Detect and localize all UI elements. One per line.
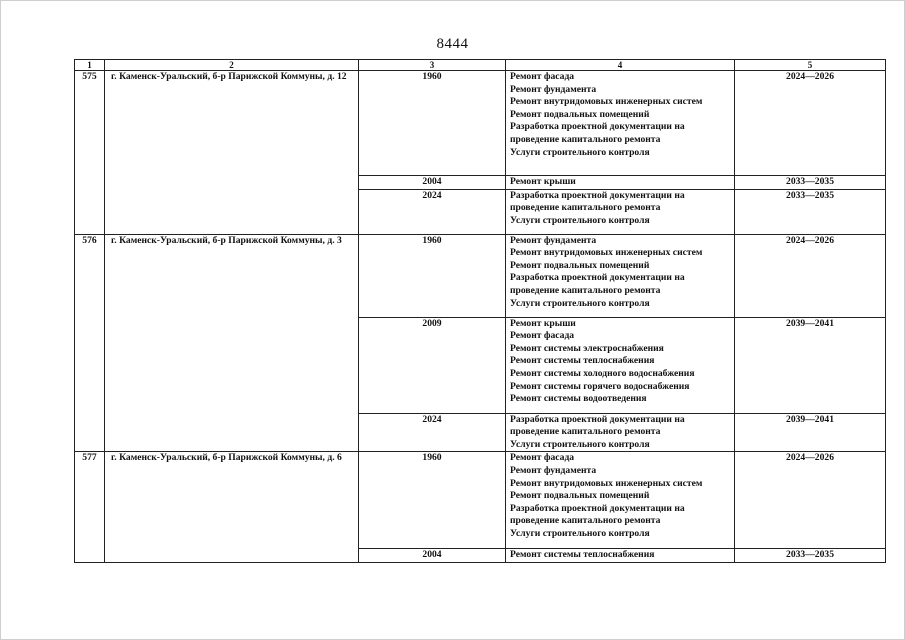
table-row (75, 71, 886, 176)
entry-address: г. Каменск-Уральский, б-р Парижской Коммуны, д. 6 (105, 452, 359, 563)
repair-period: 2039—2041 (735, 413, 886, 452)
work-item: Ремонт системы горячего водоснабжения (510, 380, 690, 392)
work-item: Ремонт фасада (510, 452, 575, 464)
column-header: 2 (105, 60, 359, 71)
repair-period: 2033—2035 (735, 549, 886, 563)
build-year: 2009 (359, 317, 506, 413)
column-header: 4 (506, 60, 735, 71)
work-item: Ремонт подвальных помещений (510, 490, 650, 502)
work-item: Услуги строительного контроля (510, 214, 650, 226)
header-row (75, 60, 886, 71)
repair-period: 2024—2026 (735, 71, 886, 176)
works-list (506, 549, 735, 563)
column-header: 5 (735, 60, 886, 71)
page-number: 8444 (436, 36, 469, 52)
repair-period: 2033—2035 (735, 176, 886, 190)
works-list (506, 317, 735, 413)
build-year: 2024 (359, 413, 506, 452)
work-item: Ремонт системы холодного водоснабжения (510, 367, 695, 379)
work-item: проведение капитального ремонта (510, 133, 661, 145)
entry-number: 576 (75, 234, 105, 452)
work-item: Ремонт подвальных помещений (510, 259, 650, 271)
works-list (506, 234, 735, 317)
work-item: Ремонт подвальных помещений (510, 108, 650, 120)
work-item: проведение капитального ремонта (510, 426, 661, 438)
build-year: 2024 (359, 189, 506, 234)
works-list (506, 452, 735, 549)
work-item: Ремонт крыши (510, 317, 576, 329)
entry-address: г. Каменск-Уральский, б-р Парижской Коммуны, д. 12 (105, 71, 359, 235)
work-item: Ремонт системы теплоснабжения (510, 549, 655, 561)
repair-period: 2033—2035 (735, 189, 886, 234)
build-year: 1960 (359, 452, 506, 549)
build-year: 2004 (359, 549, 506, 563)
column-header: 3 (359, 60, 506, 71)
work-item: Ремонт внутридомовых инженерных систем (510, 96, 703, 108)
work-item: Ремонт фундамента (510, 234, 597, 246)
work-item: Услуги строительного контроля (510, 297, 650, 309)
column-header: 1 (75, 60, 105, 71)
work-item: Разработка проектной документации на (510, 502, 685, 514)
table-row (75, 234, 886, 317)
work-item: Ремонт крыши (510, 176, 576, 187)
work-item: Ремонт фасада (510, 71, 575, 82)
build-year: 1960 (359, 234, 506, 317)
work-item: Ремонт системы водоотведения (510, 393, 647, 405)
work-item: Ремонт внутридомовых инженерных систем (510, 247, 703, 259)
work-item: Разработка проектной документации на (510, 189, 685, 201)
work-item: Ремонт фасада (510, 330, 575, 342)
entry-address: г. Каменск-Уральский, б-р Парижской Коммуны, д. 3 (105, 234, 359, 452)
work-item: Ремонт системы электроснабжения (510, 342, 664, 354)
entry-number: 575 (75, 71, 105, 235)
table-body (75, 71, 886, 563)
repair-schedule-table (74, 59, 886, 563)
entry-number: 577 (75, 452, 105, 563)
repair-period: 2024—2026 (735, 452, 886, 549)
work-item: проведение капитального ремонта (510, 202, 661, 214)
work-item: проведение капитального ремонта (510, 284, 661, 296)
works-list (506, 189, 735, 234)
work-item: Ремонт системы теплоснабжения (510, 355, 655, 367)
work-item: Разработка проектной документации на (510, 272, 685, 284)
build-year: 1960 (359, 71, 506, 176)
work-item: Ремонт фундамента (510, 83, 597, 95)
works-list (506, 413, 735, 452)
repair-period: 2024—2026 (735, 234, 886, 317)
work-item: Разработка проектной документации на (510, 121, 685, 133)
work-item: Ремонт внутридомовых инженерных систем (510, 477, 703, 489)
repair-period: 2039—2041 (735, 317, 886, 413)
build-year: 2004 (359, 176, 506, 190)
work-item: Ремонт фундамента (510, 464, 597, 476)
work-item: проведение капитального ремонта (510, 515, 661, 527)
works-list (506, 176, 735, 190)
table-row (75, 452, 886, 549)
work-item: Услуги строительного контроля (510, 527, 650, 539)
work-item: Услуги строительного контроля (510, 438, 650, 450)
work-item: Разработка проектной документации на (510, 413, 685, 425)
works-list (506, 71, 735, 176)
work-item: Услуги строительного контроля (510, 146, 650, 158)
